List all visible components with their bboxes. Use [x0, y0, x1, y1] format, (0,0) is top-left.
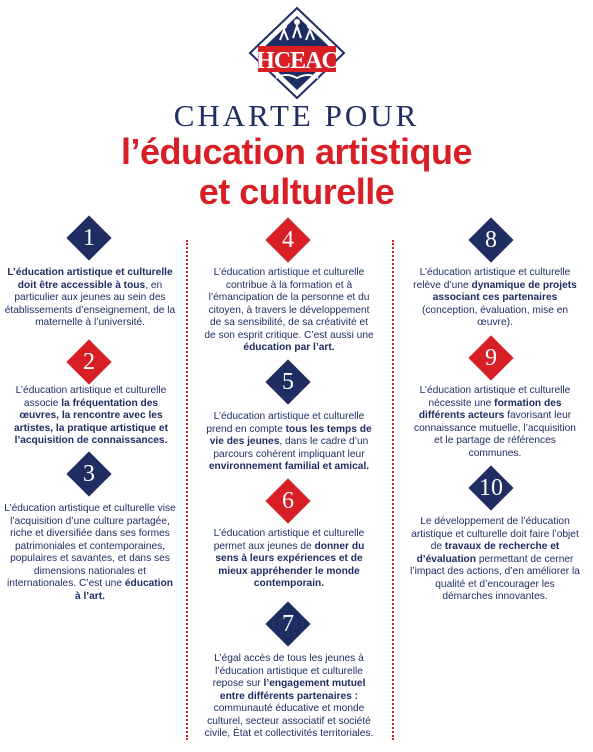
text-run: , en particulier aux jeunes au sein des établissements d’enseignement, de la maternelle à l’université. — [4, 279, 176, 328]
bold-text-run: tous les temps de vie des jeunes — [209, 423, 372, 447]
text-run: L’éducation artistique et culturelle nécessite une — [419, 385, 571, 409]
text-run: L’éducation artistique et culturelle vise l’acquisition d’une culture partagée, riche et diversifiée dans ses formes patrimoniales et contemporaines, populaires et savantes, et dans ses dimensions nationales et internationales. C’est une — [4, 503, 176, 589]
text-run: L’éducation artistique et culturelle contribue à la formation et à l’émancipation de la personne et du citoyen, à travers le développement de sa sensibilité, de sa créativité et de son esprit critique. C’est aussi une — [204, 267, 374, 341]
text-run: favorisant leur connaissance mutuelle, l’acquisition et le partage de références communes. — [414, 410, 576, 459]
text-run: L’éducation artistique et culturelle permet aux jeunes de — [213, 528, 365, 552]
charter-item-3-text — [4, 503, 176, 603]
bold-text-run: L’éducation artistique et culturelle doit être accessible à tous — [7, 267, 173, 291]
bold-text-run: l’engagement mutuel entre différents partenaires : — [219, 678, 366, 702]
text-run: L’éducation artistique et culturelle associe — [15, 385, 167, 409]
bold-text-run: dynamique de projets associant ces partenaires — [432, 279, 577, 303]
diamond-1 — [67, 216, 111, 260]
bold-text-run: environnement familial et amical. — [208, 461, 370, 472]
diamond-6 — [266, 479, 310, 523]
diamond-number: 3 — [83, 461, 95, 487]
diamond-10 — [469, 466, 513, 510]
column-divider-left — [186, 240, 188, 740]
charter-item-2-text — [6, 385, 176, 448]
diamond-number: 4 — [282, 227, 294, 253]
diamond-number: 6 — [282, 488, 294, 514]
bold-text-run: éducation par l’art. — [243, 342, 335, 353]
charter-item-9-text — [410, 385, 580, 460]
diamond-7 — [266, 602, 310, 646]
bold-text-run: formation des différents acteurs — [418, 397, 562, 421]
diamond-5 — [266, 360, 310, 404]
title-line-1: CHARTE POUR — [173, 98, 420, 133]
bold-text-run: travaux de recherche et d’évaluation — [416, 541, 560, 565]
diamond-number: 9 — [485, 345, 497, 371]
column-divider-right — [392, 240, 394, 740]
charter-item-7-text — [200, 653, 378, 741]
diamond-3 — [67, 452, 111, 496]
charter-item-8-text — [410, 267, 580, 330]
text-run: L’éducation artistique et culturelle prend en compte — [206, 411, 365, 435]
title-line-2 — [0, 132, 593, 212]
text-run: , dans le cadre d’un parcours cohérent impliquant leur — [213, 436, 369, 460]
hceac-logo — [246, 6, 348, 100]
diamond-2 — [67, 340, 111, 384]
diamond-number: 5 — [282, 369, 294, 395]
diamond-4 — [266, 218, 310, 262]
diamond-number: 1 — [83, 225, 95, 251]
title-line-2a: l’éducation artistique — [120, 131, 473, 172]
text-run: (conception, évaluation, mise en œuvre). — [421, 304, 569, 328]
diamond-9 — [469, 336, 513, 380]
diamond-number: 7 — [282, 611, 294, 637]
title-line-2b: et culturelle — [198, 171, 395, 212]
diamond-number: 10 — [479, 475, 503, 501]
text-run: communauté éducative et monde culturel, secteur associatif et société civile, État et collectivités territoriales. — [204, 703, 374, 739]
text-run: Le développement de l’éducation artistique et culturelle doit faire l’objet de — [411, 516, 579, 552]
diamond-8 — [469, 218, 513, 262]
text-run: L’égal accès de tous les jeunes à l’éducation artistique et culturelle repose sur — [212, 653, 364, 689]
text-run: L’éducation artistique et culturelle relève d’une — [413, 267, 571, 291]
bold-text-run: la fréquentation des œuvres, la rencontre avec les artistes, la pratique artistique et l’acquisition de connaissances. — [14, 397, 168, 446]
svg-text:HCEAC: HCEAC — [256, 48, 338, 74]
charter-item-6-text — [203, 528, 375, 591]
bold-text-run: donner du sens à leurs expériences et de mieux appréhender le monde contemporain. — [215, 540, 365, 589]
charter-item-10-text — [410, 516, 580, 604]
charter-item-1-text — [4, 267, 176, 330]
diamond-number: 8 — [485, 227, 497, 253]
charter-item-5-text — [203, 411, 375, 474]
charter-item-4-text — [203, 267, 375, 355]
text-run: permettant de cerner l’impact des actions, d’en améliorer la qualité et d’encourager les démarches innovantes. — [410, 553, 580, 602]
diamond-number: 2 — [83, 349, 95, 375]
bold-text-run: éducation à l’art. — [74, 578, 173, 602]
